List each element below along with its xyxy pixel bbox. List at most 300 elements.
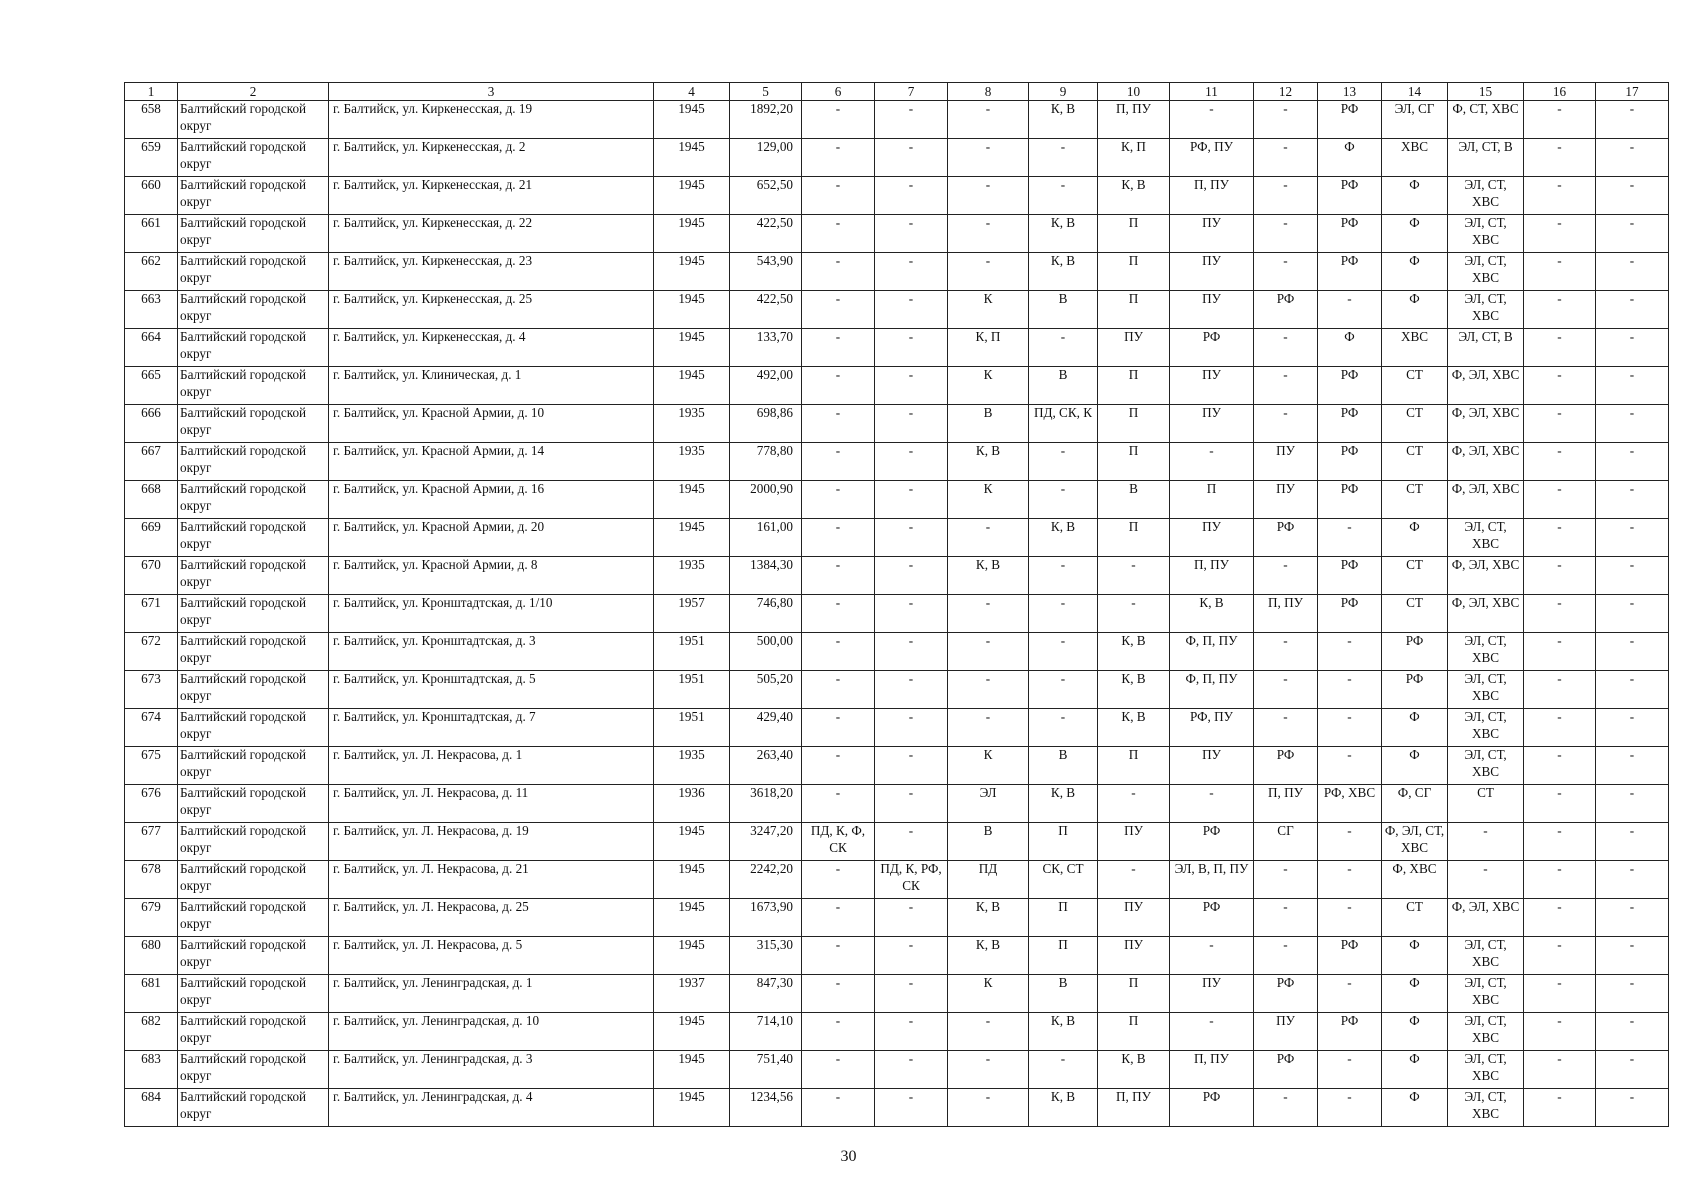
cell-year: 1945	[654, 291, 730, 329]
cell-col-9: -	[1029, 709, 1098, 747]
cell-col-8: -	[948, 709, 1029, 747]
cell-col-7: -	[875, 253, 948, 291]
column-header-10: 10	[1098, 83, 1170, 101]
cell-col-6: -	[802, 329, 875, 367]
cell-col-15: Ф, ЭЛ, ХВС	[1448, 595, 1524, 633]
cell-col-9: -	[1029, 443, 1098, 481]
cell-year: 1945	[654, 481, 730, 519]
cell-col-13: -	[1318, 823, 1382, 861]
cell-address: г. Балтийск, ул. Киркенесская, д. 22	[329, 215, 654, 253]
cell-district: Балтийский городской округ	[178, 557, 329, 595]
cell-year: 1945	[654, 519, 730, 557]
column-header-2: 2	[178, 83, 329, 101]
cell-col-16: -	[1524, 671, 1596, 709]
cell-col-11: ПУ	[1170, 747, 1254, 785]
cell-col-8: ПД	[948, 861, 1029, 899]
cell-year: 1945	[654, 823, 730, 861]
cell-col-7: -	[875, 899, 948, 937]
cell-col-6: -	[802, 367, 875, 405]
cell-col-10: ПУ	[1098, 823, 1170, 861]
cell-col-17: -	[1596, 1051, 1669, 1089]
cell-district: Балтийский городской округ	[178, 101, 329, 139]
cell-district: Балтийский городской округ	[178, 405, 329, 443]
cell-district: Балтийский городской округ	[178, 975, 329, 1013]
cell-district: Балтийский городской округ	[178, 785, 329, 823]
cell-year: 1945	[654, 215, 730, 253]
cell-col-10: К, В	[1098, 177, 1170, 215]
cell-col-7: -	[875, 747, 948, 785]
cell-col-7: -	[875, 671, 948, 709]
cell-col-6: -	[802, 139, 875, 177]
cell-col-11: П, ПУ	[1170, 557, 1254, 595]
cell-col-10: -	[1098, 861, 1170, 899]
cell-col-8: К	[948, 481, 1029, 519]
cell-col-6: -	[802, 519, 875, 557]
cell-col-17: -	[1596, 823, 1669, 861]
cell-col-11: Ф, П, ПУ	[1170, 671, 1254, 709]
cell-year: 1945	[654, 139, 730, 177]
cell-col-15: ЭЛ, СТ, ХВС	[1448, 633, 1524, 671]
cell-address: г. Балтийск, ул. Киркенесская, д. 19	[329, 101, 654, 139]
cell-year: 1945	[654, 937, 730, 975]
table-body	[125, 101, 1669, 1127]
cell-col-6: -	[802, 747, 875, 785]
cell-col-14: Ф	[1382, 291, 1448, 329]
cell-col-17: -	[1596, 443, 1669, 481]
cell-col-10: -	[1098, 557, 1170, 595]
cell-col-17: -	[1596, 1013, 1669, 1051]
cell-col-14: ХВС	[1382, 329, 1448, 367]
cell-year: 1936	[654, 785, 730, 823]
cell-col-9: К, В	[1029, 519, 1098, 557]
cell-col-14: СТ	[1382, 557, 1448, 595]
cell-col-11: РФ, ПУ	[1170, 709, 1254, 747]
cell-col-10: ПУ	[1098, 329, 1170, 367]
cell-col-15: ЭЛ, СТ, ХВС	[1448, 291, 1524, 329]
cell-area: 1892,20	[730, 101, 802, 139]
cell-col-8: В	[948, 405, 1029, 443]
column-header-16: 16	[1524, 83, 1596, 101]
cell-address: г. Балтийск, ул. Л. Некрасова, д. 25	[329, 899, 654, 937]
cell-address: г. Балтийск, ул. Ленинградская, д. 4	[329, 1089, 654, 1127]
cell-col-15: ЭЛ, СТ, ХВС	[1448, 1051, 1524, 1089]
cell-col-6: -	[802, 405, 875, 443]
cell-col-16: -	[1524, 291, 1596, 329]
column-header-9: 9	[1029, 83, 1098, 101]
cell-col-16: -	[1524, 101, 1596, 139]
table-row	[125, 747, 1669, 785]
cell-col-12: РФ	[1254, 1051, 1318, 1089]
cell-col-9: СК, СТ	[1029, 861, 1098, 899]
register-table	[124, 82, 1669, 1127]
cell-col-10: П	[1098, 975, 1170, 1013]
cell-col-15: -	[1448, 823, 1524, 861]
cell-col-14: СТ	[1382, 595, 1448, 633]
header-row	[125, 83, 1669, 101]
cell-col-13: РФ	[1318, 177, 1382, 215]
cell-col-17: -	[1596, 101, 1669, 139]
cell-address: г. Балтийск, ул. Красной Армии, д. 20	[329, 519, 654, 557]
cell-col-14: Ф, СГ	[1382, 785, 1448, 823]
cell-district: Балтийский городской округ	[178, 671, 329, 709]
cell-row-number: 660	[125, 177, 178, 215]
cell-area: 1384,30	[730, 557, 802, 595]
cell-address: г. Балтийск, ул. Красной Армии, д. 8	[329, 557, 654, 595]
cell-year: 1935	[654, 405, 730, 443]
cell-col-11: РФ	[1170, 1089, 1254, 1127]
cell-col-7: -	[875, 291, 948, 329]
cell-col-13: -	[1318, 519, 1382, 557]
cell-col-11: -	[1170, 937, 1254, 975]
cell-col-13: -	[1318, 899, 1382, 937]
cell-col-13: Ф	[1318, 329, 1382, 367]
cell-col-6: -	[802, 937, 875, 975]
cell-area: 698,86	[730, 405, 802, 443]
table-row	[125, 823, 1669, 861]
cell-district: Балтийский городской округ	[178, 823, 329, 861]
table-row	[125, 139, 1669, 177]
cell-district: Балтийский городской округ	[178, 937, 329, 975]
cell-col-8: -	[948, 519, 1029, 557]
cell-col-17: -	[1596, 253, 1669, 291]
cell-address: г. Балтийск, ул. Ленинградская, д. 1	[329, 975, 654, 1013]
cell-col-16: -	[1524, 329, 1596, 367]
cell-district: Балтийский городской округ	[178, 747, 329, 785]
cell-col-6: -	[802, 253, 875, 291]
cell-col-9: В	[1029, 747, 1098, 785]
column-header-3: 3	[329, 83, 654, 101]
cell-col-13: -	[1318, 1051, 1382, 1089]
cell-col-10: П, ПУ	[1098, 1089, 1170, 1127]
cell-col-6: -	[802, 177, 875, 215]
cell-district: Балтийский городской округ	[178, 709, 329, 747]
cell-col-10: П	[1098, 253, 1170, 291]
cell-col-6: -	[802, 595, 875, 633]
cell-col-6: -	[802, 481, 875, 519]
cell-district: Балтийский городской округ	[178, 1013, 329, 1051]
table-row	[125, 443, 1669, 481]
cell-col-10: К, П	[1098, 139, 1170, 177]
cell-col-14: Ф	[1382, 709, 1448, 747]
cell-col-6: -	[802, 671, 875, 709]
cell-col-10: П	[1098, 405, 1170, 443]
cell-col-17: -	[1596, 481, 1669, 519]
cell-col-13: РФ	[1318, 215, 1382, 253]
cell-row-number: 673	[125, 671, 178, 709]
cell-col-12: П, ПУ	[1254, 595, 1318, 633]
cell-col-6: ПД, К, Ф, СК	[802, 823, 875, 861]
cell-col-13: -	[1318, 671, 1382, 709]
cell-address: г. Балтийск, ул. Кронштадтская, д. 7	[329, 709, 654, 747]
cell-year: 1945	[654, 101, 730, 139]
cell-area: 129,00	[730, 139, 802, 177]
cell-col-17: -	[1596, 329, 1669, 367]
cell-col-9: К, В	[1029, 215, 1098, 253]
cell-col-17: -	[1596, 937, 1669, 975]
cell-col-14: Ф	[1382, 1051, 1448, 1089]
cell-address: г. Балтийск, ул. Красной Армии, д. 16	[329, 481, 654, 519]
cell-col-15: ЭЛ, СТ, В	[1448, 139, 1524, 177]
cell-col-17: -	[1596, 519, 1669, 557]
cell-col-8: -	[948, 1089, 1029, 1127]
cell-row-number: 676	[125, 785, 178, 823]
table-row	[125, 1013, 1669, 1051]
cell-col-14: СТ	[1382, 405, 1448, 443]
cell-col-16: -	[1524, 1089, 1596, 1127]
cell-col-13: РФ	[1318, 1013, 1382, 1051]
cell-area: 3618,20	[730, 785, 802, 823]
cell-row-number: 677	[125, 823, 178, 861]
cell-col-14: Ф	[1382, 937, 1448, 975]
column-header-15: 15	[1448, 83, 1524, 101]
cell-col-16: -	[1524, 557, 1596, 595]
cell-col-9: К, В	[1029, 785, 1098, 823]
cell-col-10: -	[1098, 595, 1170, 633]
cell-col-17: -	[1596, 557, 1669, 595]
cell-col-8: К, В	[948, 443, 1029, 481]
table-row	[125, 595, 1669, 633]
cell-district: Балтийский городской округ	[178, 633, 329, 671]
cell-col-10: П	[1098, 1013, 1170, 1051]
cell-col-12: -	[1254, 101, 1318, 139]
cell-col-7: -	[875, 329, 948, 367]
cell-col-6: -	[802, 557, 875, 595]
cell-col-17: -	[1596, 139, 1669, 177]
cell-address: г. Балтийск, ул. Красной Армии, д. 14	[329, 443, 654, 481]
cell-col-16: -	[1524, 785, 1596, 823]
cell-col-7: -	[875, 975, 948, 1013]
cell-col-6: -	[802, 1089, 875, 1127]
cell-address: г. Балтийск, ул. Кронштадтская, д. 1/10	[329, 595, 654, 633]
cell-district: Балтийский городской округ	[178, 899, 329, 937]
column-header-8: 8	[948, 83, 1029, 101]
cell-col-15: Ф, ЭЛ, ХВС	[1448, 481, 1524, 519]
cell-col-11: -	[1170, 443, 1254, 481]
column-header-5: 5	[730, 83, 802, 101]
cell-district: Балтийский городской округ	[178, 253, 329, 291]
cell-col-16: -	[1524, 481, 1596, 519]
table-row	[125, 519, 1669, 557]
cell-col-12: -	[1254, 405, 1318, 443]
cell-district: Балтийский городской округ	[178, 367, 329, 405]
cell-row-number: 674	[125, 709, 178, 747]
cell-area: 543,90	[730, 253, 802, 291]
cell-col-14: ХВС	[1382, 139, 1448, 177]
cell-row-number: 661	[125, 215, 178, 253]
cell-col-11: ЭЛ, В, П, ПУ	[1170, 861, 1254, 899]
cell-col-13: РФ	[1318, 443, 1382, 481]
cell-col-15: ЭЛ, СТ, ХВС	[1448, 747, 1524, 785]
cell-col-15: ЭЛ, СТ, ХВС	[1448, 519, 1524, 557]
cell-area: 492,00	[730, 367, 802, 405]
cell-col-16: -	[1524, 823, 1596, 861]
cell-col-13: -	[1318, 1089, 1382, 1127]
cell-col-7: -	[875, 405, 948, 443]
cell-col-12: -	[1254, 899, 1318, 937]
cell-col-7: -	[875, 443, 948, 481]
cell-col-7: ПД, К, РФ, СК	[875, 861, 948, 899]
cell-address: г. Балтийск, ул. Л. Некрасова, д. 21	[329, 861, 654, 899]
cell-row-number: 658	[125, 101, 178, 139]
cell-col-10: К, В	[1098, 1051, 1170, 1089]
cell-col-8: К	[948, 291, 1029, 329]
cell-col-11: -	[1170, 101, 1254, 139]
table-row	[125, 215, 1669, 253]
cell-col-12: -	[1254, 139, 1318, 177]
cell-col-9: -	[1029, 671, 1098, 709]
cell-col-6: -	[802, 101, 875, 139]
cell-col-13: РФ	[1318, 101, 1382, 139]
cell-col-10: ПУ	[1098, 899, 1170, 937]
cell-col-14: Ф	[1382, 1089, 1448, 1127]
cell-col-7: -	[875, 595, 948, 633]
cell-col-6: -	[802, 291, 875, 329]
cell-year: 1945	[654, 177, 730, 215]
cell-col-14: Ф	[1382, 177, 1448, 215]
cell-district: Балтийский городской округ	[178, 1051, 329, 1089]
cell-row-number: 669	[125, 519, 178, 557]
cell-col-11: П, ПУ	[1170, 177, 1254, 215]
cell-col-13: -	[1318, 861, 1382, 899]
cell-col-9: К, В	[1029, 101, 1098, 139]
cell-col-14: Ф	[1382, 975, 1448, 1013]
cell-col-7: -	[875, 101, 948, 139]
column-header-13: 13	[1318, 83, 1382, 101]
cell-col-8: К	[948, 747, 1029, 785]
cell-col-9: П	[1029, 937, 1098, 975]
table-row	[125, 557, 1669, 595]
page-number: 30	[840, 1148, 857, 1165]
cell-col-13: -	[1318, 747, 1382, 785]
cell-col-10: П	[1098, 291, 1170, 329]
cell-district: Балтийский городской округ	[178, 443, 329, 481]
cell-col-11: К, В	[1170, 595, 1254, 633]
cell-area: 847,30	[730, 975, 802, 1013]
cell-col-12: РФ	[1254, 747, 1318, 785]
cell-area: 422,50	[730, 215, 802, 253]
cell-col-12: -	[1254, 367, 1318, 405]
cell-col-11: ПУ	[1170, 215, 1254, 253]
cell-col-12: РФ	[1254, 975, 1318, 1013]
cell-year: 1945	[654, 367, 730, 405]
cell-col-7: -	[875, 1089, 948, 1127]
cell-year: 1945	[654, 899, 730, 937]
cell-row-number: 675	[125, 747, 178, 785]
cell-col-16: -	[1524, 519, 1596, 557]
cell-col-7: -	[875, 139, 948, 177]
cell-col-16: -	[1524, 405, 1596, 443]
cell-col-6: -	[802, 1051, 875, 1089]
cell-year: 1945	[654, 1089, 730, 1127]
cell-col-9: П	[1029, 823, 1098, 861]
table-row	[125, 1051, 1669, 1089]
cell-col-15: Ф, СТ, ХВС	[1448, 101, 1524, 139]
cell-col-14: Ф	[1382, 519, 1448, 557]
cell-year: 1945	[654, 1013, 730, 1051]
cell-col-13: РФ	[1318, 481, 1382, 519]
cell-col-13: -	[1318, 291, 1382, 329]
table-row	[125, 329, 1669, 367]
cell-col-9: -	[1029, 1051, 1098, 1089]
cell-col-6: -	[802, 861, 875, 899]
cell-col-8: -	[948, 139, 1029, 177]
table-row	[125, 899, 1669, 937]
cell-col-11: -	[1170, 1013, 1254, 1051]
cell-col-17: -	[1596, 1089, 1669, 1127]
cell-address: г. Балтийск, ул. Ленинградская, д. 10	[329, 1013, 654, 1051]
cell-row-number: 678	[125, 861, 178, 899]
cell-address: г. Балтийск, ул. Киркенесская, д. 4	[329, 329, 654, 367]
cell-col-13: -	[1318, 709, 1382, 747]
cell-year: 1945	[654, 329, 730, 367]
cell-col-7: -	[875, 709, 948, 747]
cell-col-9: К, В	[1029, 1013, 1098, 1051]
cell-col-8: -	[948, 1013, 1029, 1051]
cell-col-13: РФ	[1318, 253, 1382, 291]
cell-address: г. Балтийск, ул. Красной Армии, д. 10	[329, 405, 654, 443]
cell-area: 751,40	[730, 1051, 802, 1089]
cell-col-8: К	[948, 367, 1029, 405]
cell-row-number: 668	[125, 481, 178, 519]
cell-col-16: -	[1524, 861, 1596, 899]
cell-col-7: -	[875, 633, 948, 671]
column-header-12: 12	[1254, 83, 1318, 101]
cell-col-17: -	[1596, 215, 1669, 253]
cell-col-17: -	[1596, 595, 1669, 633]
cell-col-10: К, В	[1098, 633, 1170, 671]
cell-year: 1937	[654, 975, 730, 1013]
cell-col-17: -	[1596, 975, 1669, 1013]
cell-row-number: 681	[125, 975, 178, 1013]
table-row	[125, 405, 1669, 443]
cell-col-15: СТ	[1448, 785, 1524, 823]
cell-district: Балтийский городской округ	[178, 177, 329, 215]
table-row	[125, 481, 1669, 519]
cell-row-number: 666	[125, 405, 178, 443]
cell-col-6: -	[802, 975, 875, 1013]
cell-col-16: -	[1524, 747, 1596, 785]
cell-col-12: РФ	[1254, 291, 1318, 329]
cell-year: 1945	[654, 1051, 730, 1089]
cell-row-number: 682	[125, 1013, 178, 1051]
cell-col-15: Ф, ЭЛ, ХВС	[1448, 899, 1524, 937]
cell-col-14: Ф	[1382, 747, 1448, 785]
cell-area: 714,10	[730, 1013, 802, 1051]
cell-col-11: Ф, П, ПУ	[1170, 633, 1254, 671]
cell-area: 652,50	[730, 177, 802, 215]
cell-col-6: -	[802, 1013, 875, 1051]
cell-col-13: РФ	[1318, 367, 1382, 405]
cell-col-8: -	[948, 177, 1029, 215]
column-header-4: 4	[654, 83, 730, 101]
cell-col-12: РФ	[1254, 519, 1318, 557]
table-row	[125, 861, 1669, 899]
cell-col-17: -	[1596, 367, 1669, 405]
column-header-1: 1	[125, 83, 178, 101]
cell-col-11: ПУ	[1170, 253, 1254, 291]
cell-col-13: РФ	[1318, 937, 1382, 975]
cell-col-16: -	[1524, 215, 1596, 253]
cell-area: 500,00	[730, 633, 802, 671]
cell-col-17: -	[1596, 747, 1669, 785]
cell-col-13: РФ, ХВС	[1318, 785, 1382, 823]
cell-col-11: ПУ	[1170, 975, 1254, 1013]
cell-col-8: К, В	[948, 557, 1029, 595]
cell-address: г. Балтийск, ул. Кронштадтская, д. 3	[329, 633, 654, 671]
cell-col-16: -	[1524, 595, 1596, 633]
cell-col-16: -	[1524, 1013, 1596, 1051]
cell-row-number: 671	[125, 595, 178, 633]
